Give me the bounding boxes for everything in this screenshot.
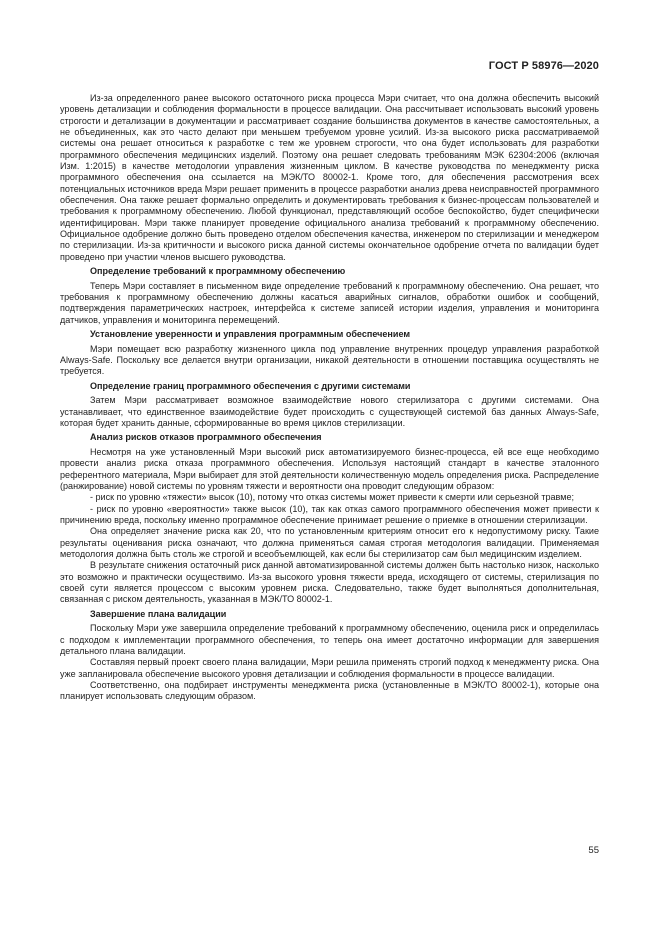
paragraph: Поскольку Мэри уже завершила определение требований к программному обеспечению, оценила риск и определилась с подходом к имплементации программного обеспечения, то теперь она имеет достаточно информации для завершения детального плана валидации. bbox=[60, 623, 599, 657]
paragraph: Она определяет значение риска как 20, что по установленным критериям относит его к недопустимому риску. Такие результаты оценивания риска означают, что должна применяться самая строгая методология валидации. Применяемая методология должна быть столь же строгой и всеобъемлющей, как если бы стерилизатор сам был медицинским изделием. bbox=[60, 526, 599, 560]
paragraph: Несмотря на уже установленный Мэри высокий риск автоматизируемого бизнес-процесса, ей все еще необходимо провести анализ риска отказа программного обеспечения. Используя настоящий стандарт в качестве эталонного референтного материала, Мэри выбирает для этой деятельности количественную модель определения риска. Распределение (ранжирование) новой системы по уровням тяжести и вероятности она проводит следующим образом: bbox=[60, 446, 599, 491]
page-number: 55 bbox=[588, 845, 599, 856]
document-code: ГОСТ Р 58976—2020 bbox=[488, 60, 599, 72]
list-item: - риск по уровню «тяжести» высок (10), потому что отказ системы может привести к смерти или серьезной травме; bbox=[90, 492, 574, 503]
paragraph: Из-за определенного ранее высокого остаточного риска процесса Мэри считает, что она должна обеспечить высокий уровень детализации и соблюдения формальности в процессе валидации. Она рассчитывает использовать высокий уровень строгости и детализации в документации и рассматривает создание большинства документов в качестве самостоятельных, а не объединенных, как это часто делают при меньшем требуемом уровне усилий. Из-за высокого риска рассматриваемой системы она решает относиться к разработке с тем же уровнем строгости, что она будет использовать для разработки программного обеспечения медицинских изделий. Поэтому она решает следовать требованиям МЭК 62304:2006 (включая Изм. 1:2015) в качестве методологии управления жизненным циклом. В качестве руководства по менеджменту риска программного обеспечения она ссылается на МЭК/ТО 80002-1. Кроме того, для обеспечения рассмотрения всех потенциальных источников вреда Мэри решает применить в процессе разработки анализ древа неисправностей программного обеспечения. Она также решает формально определить и документировать требования к бизнес-процессам пользователей и требования к программному обеспечению. Любой функционал, представляющий особое беспокойство, будет специфически идентифицирован. Мэри также планирует проведение официального анализа требований к программному обеспечению. Официальное одобрение должно быть проведено отделом обеспечения качества, инженером по стерилизации и менеджером по стерилизации. Из-за критичности и высокого риска данной системы окончательное одобрение отчета по валидации будет проведено при участии членов высшего руководства. bbox=[60, 93, 599, 262]
paragraph: Теперь Мэри составляет в письменном виде определение требований к программному обеспечению. Она решает, что требования к программному обеспечению должны касаться аварийных сигналов, обработки ошибок и сообщений, подтверждения параметрических настроек, интерфейса к системе записей истории изделия, управления и мониторинга датчиков, управления и мониторинга перемещений. bbox=[60, 280, 599, 325]
list-item: - риск по уровню «вероятности» также высок (10), так как отказ самого программного обеспечения может привести к причинению вреда, поскольку именно программное обеспечение принимает решение о приемке в отношении стерилизации. bbox=[60, 503, 599, 526]
section-heading: Установление уверенности и управления программным обеспечением bbox=[90, 329, 411, 340]
paragraph: Составляя первый проект своего плана валидации, Мэри решила применять строгий подход к менеджменту риска. Она уже запланировала обеспечение высокого уровня детализации и соблюдения формальности в процессе валидации. bbox=[60, 657, 599, 679]
document-body bbox=[60, 93, 599, 703]
section-heading: Определение границ программного обеспечения с другими системами bbox=[90, 380, 411, 391]
paragraph: В результате снижения остаточный риск данной автоматизированной системы должен быть настолько низок, насколько это возможно и практически осуществимо. Из-за высокого уровня тяжести вреда, исходящего от системы, стерилизация по своей сути является процессом с высоким уровнем риска. Следовательно, также будет выполняться дополнительная, связанная с риском деятельность, указанная в МЭК/ТО 80002-1. bbox=[60, 560, 599, 605]
paragraph: Мэри помещает всю разработку жизненного цикла под управление внутренних процедур управления разработкой Always-Safe. Поскольку все делается внутри организации, никакой деятельности в отношении поставщика осуществлять не требуется. bbox=[60, 343, 599, 377]
section-heading: Определение требований к программному обеспечению bbox=[90, 266, 346, 277]
section-heading: Анализ рисков отказов программного обеспечения bbox=[90, 432, 322, 443]
paragraph: Затем Мэри рассматривает возможное взаимодействие нового стерилизатора с другими системами. Она устанавливает, что единственное взаимодействие будет происходить с существующей системой баз данных Always-Safe, которая будет хранить данные, сформированные во время циклов стерилизации. bbox=[60, 395, 599, 429]
paragraph: Соответственно, она подбирает инструменты менеджмента риска (установленные в МЭК/ТО 80002-1), которые она планирует использовать следующим образом. bbox=[60, 680, 599, 702]
section-heading: Завершение плана валидации bbox=[90, 608, 227, 619]
